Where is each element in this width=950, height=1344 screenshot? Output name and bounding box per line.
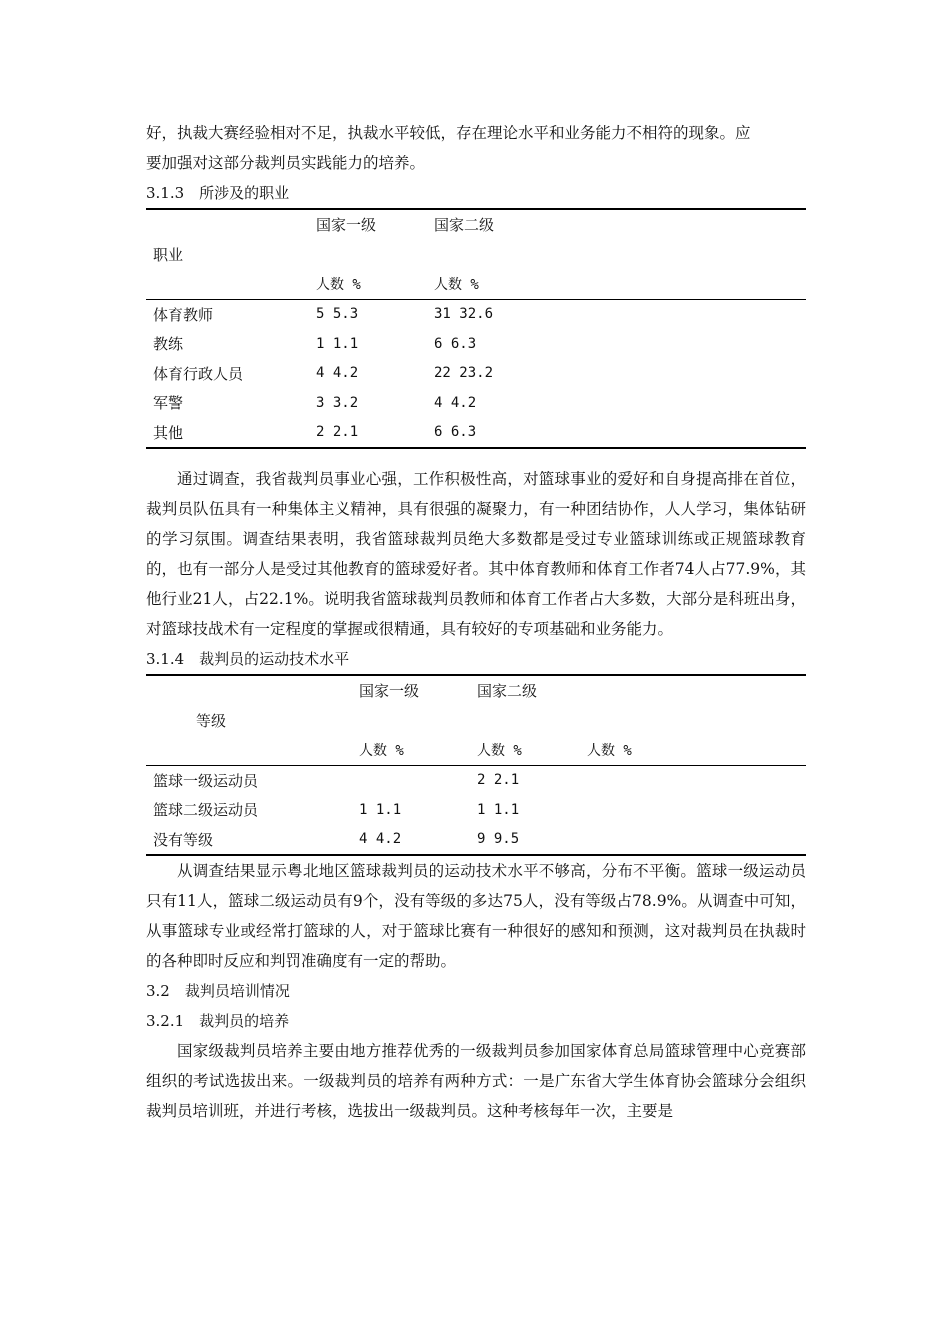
cell-national-first: 2 2.1	[316, 424, 359, 441]
paragraph-line: 好，执裁大赛经验相对不足，执裁水平较低，存在理论水平和业务能力不相符的现象。应	[146, 124, 751, 142]
cell-national-first: 3 3.2	[316, 394, 359, 411]
table-row	[146, 418, 806, 449]
cell-national-first: 5 5.3	[316, 306, 359, 323]
cell-national-second: 9 9.5	[477, 831, 520, 848]
paragraph-line: 要加强对这部分裁判员实践能力的培养。	[146, 154, 426, 172]
row-label: 篮球一级运动员	[153, 771, 259, 790]
row-header-label: 职业	[153, 245, 184, 264]
paragraph: 国家级裁判员培养主要由地方推荐优秀的一级裁判员参加国家体育总局篮球管理中心竞赛部组织的考试选拔出来。一级裁判员的培养有两种方式：一是广东省大学生体育协会篮球分会组织裁判员培训班，并进行考核，选拔出一级裁判员。这种考核每年一次，主要是	[146, 1042, 806, 1120]
cell-national-second: 22 23.2	[434, 365, 494, 382]
row-label: 其他	[153, 423, 184, 442]
occupation-table	[146, 208, 806, 449]
row-label: 体育教师	[153, 305, 214, 324]
table-row	[146, 795, 806, 825]
paragraph: 通过调查，我省裁判员事业心强，工作积极性高，对篮球事业的爱好和自身提高排在首位，裁判员队伍具有一种集体主义精神，具有很强的凝聚力，有一种团结协作，人人学习，集体钻研的学习氛围。调查结果表明，我省篮球裁判员绝大多数都是受过专业篮球训练或正规篮球教育的，也有一部分人是受过其他教育的篮球爱好者。其中体育教师和体育工作者74人占77.9%，其他行业21人，占22.1%。说明我省篮球裁判员教师和体育工作者占大多数，大部分是科班出身，对篮球技战术有一定程度的掌握或很精通，具有较好的专项基础和业务能力。	[146, 470, 806, 638]
paragraph: 从调查结果显示粤北地区篮球裁判员的运动技术水平不够高，分布不平衡。篮球一级运动员只有11人，篮球二级运动员有9个，没有等级的多达75人，没有等级占78.9%。从调查中可知，从事篮球专业或经常打篮球的人，对于篮球比赛有一种很好的感知和预测，这对裁判员在执裁时的各种即时反应和判罚准确度有一定的帮助。	[146, 862, 806, 970]
row-header-label: 等级	[196, 711, 227, 730]
cell-national-second: 2 2.1	[477, 772, 520, 789]
skill-level-table	[146, 674, 806, 856]
column-group-national-first: 国家一级	[359, 682, 420, 701]
cell-national-second: 1 1.1	[477, 801, 520, 818]
row-label: 没有等级	[153, 830, 214, 849]
table-row	[146, 359, 806, 389]
column-subheader: 人数 %	[359, 742, 404, 759]
cell-national-second: 4 4.2	[434, 394, 477, 411]
table-row	[146, 388, 806, 418]
cell-national-second: 31 32.6	[434, 306, 494, 323]
section-heading-3-2: 3.2 裁判员培训情况	[146, 982, 290, 1000]
table-row	[146, 299, 806, 329]
cell-national-first: 4 4.2	[316, 365, 359, 382]
row-label: 体育行政人员	[153, 364, 244, 383]
table-row	[146, 329, 806, 359]
row-label: 教练	[153, 335, 184, 354]
cell-national-second: 6 6.3	[434, 424, 477, 441]
table-row	[146, 825, 806, 856]
column-group-national-second: 国家二级	[477, 682, 538, 701]
column-subheader: 人数 %	[587, 742, 632, 759]
cell-national-first	[359, 765, 477, 795]
column-subheader: 人数 %	[477, 742, 522, 759]
row-label: 篮球二级运动员	[153, 801, 259, 820]
section-heading-3-1-3: 3.1.3 所涉及的职业	[146, 184, 290, 202]
cell-national-first: 4 4.2	[359, 831, 402, 848]
column-group-national-second: 国家二级	[434, 216, 495, 235]
row-label: 军警	[153, 394, 184, 413]
cell-national-first: 1 1.1	[316, 335, 359, 352]
section-heading-3-2-1: 3.2.1 裁判员的培养	[146, 1012, 290, 1030]
column-subheader: 人数 %	[434, 276, 479, 293]
column-group-national-first: 国家一级	[316, 216, 377, 235]
table-row	[146, 765, 806, 795]
cell-national-second: 6 6.3	[434, 335, 477, 352]
cell-national-first: 1 1.1	[359, 801, 402, 818]
column-subheader: 人数 %	[316, 276, 361, 293]
document-page	[146, 118, 806, 1126]
section-heading-3-1-4: 3.1.4 裁判员的运动技术水平	[146, 650, 350, 668]
